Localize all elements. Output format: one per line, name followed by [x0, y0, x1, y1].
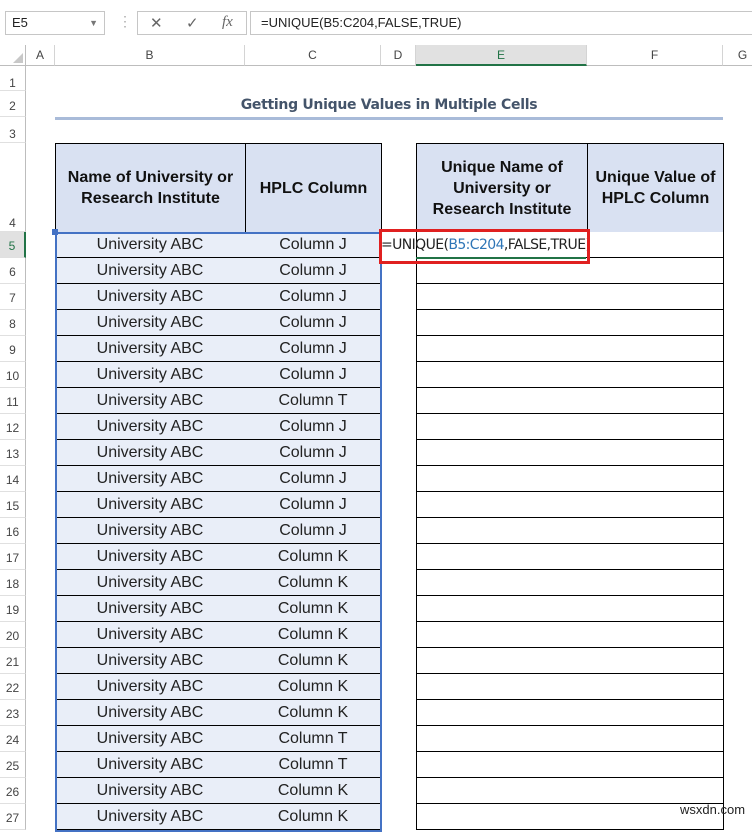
highlight-box: [379, 229, 590, 264]
cell-unique-university[interactable]: [416, 700, 588, 726]
cell-unique-university[interactable]: [416, 648, 588, 674]
row-header[interactable]: 1: [0, 66, 26, 91]
cell-hplc-column[interactable]: Column K: [245, 648, 382, 674]
chevron-down-icon[interactable]: ▼: [89, 18, 98, 28]
cell-unique-university[interactable]: [416, 804, 588, 830]
column-header-f[interactable]: F: [587, 45, 723, 66]
column-header-e[interactable]: E: [416, 45, 587, 66]
cell-unique-hplc[interactable]: [587, 310, 724, 336]
title-underline: [55, 117, 723, 120]
cell-university[interactable]: University ABC: [55, 596, 246, 622]
cell-hplc-column[interactable]: Column K: [245, 674, 382, 700]
cell-hplc-column[interactable]: Column K: [245, 622, 382, 648]
cell-unique-university[interactable]: [416, 622, 588, 648]
cell-unique-hplc[interactable]: [587, 778, 724, 804]
row-header[interactable]: 4: [0, 143, 26, 232]
cell-hplc-column[interactable]: Column K: [245, 700, 382, 726]
cell-unique-university[interactable]: [416, 596, 588, 622]
cell-university[interactable]: University ABC: [55, 362, 246, 388]
formula-bar: [0, 0, 752, 44]
formula-suffix: ,FALSE,TRUE): [503, 237, 591, 253]
cell-unique-university[interactable]: [416, 752, 588, 778]
cell-unique-university[interactable]: [416, 544, 588, 570]
row-header[interactable]: 20: [0, 622, 26, 648]
cell-unique-hplc[interactable]: [587, 726, 724, 752]
cell-hplc-column[interactable]: Column J: [245, 492, 382, 518]
cell-unique-hplc[interactable]: [587, 258, 724, 284]
cell-hplc-column[interactable]: Column K: [245, 570, 382, 596]
row-header[interactable]: 8: [0, 310, 26, 336]
cell-hplc-column[interactable]: Column K: [245, 804, 382, 830]
header-hplc-column[interactable]: HPLC Column: [245, 143, 382, 233]
cell-university[interactable]: University ABC: [55, 726, 246, 752]
cell-unique-hplc[interactable]: [587, 492, 724, 518]
cell-hplc-column[interactable]: Column J: [245, 258, 382, 284]
cell-university[interactable]: University ABC: [55, 778, 246, 804]
cell-university[interactable]: University ABC: [55, 336, 246, 362]
cell-hplc-column[interactable]: Column J: [245, 466, 382, 492]
cell-university[interactable]: University ABC: [55, 674, 246, 700]
name-box-value: E5: [12, 15, 28, 30]
cell-university[interactable]: University ABC: [55, 622, 246, 648]
cell-university[interactable]: University ABC: [55, 804, 246, 830]
cell-unique-hplc[interactable]: [587, 336, 724, 362]
cell-unique-university[interactable]: [416, 466, 588, 492]
cell-hplc-column[interactable]: Column J: [245, 362, 382, 388]
cell-unique-hplc[interactable]: [587, 284, 724, 310]
cell-university[interactable]: University ABC: [55, 700, 246, 726]
enter-icon[interactable]: ✓: [186, 15, 199, 32]
cell-unique-hplc[interactable]: [587, 232, 724, 258]
cell-hplc-column[interactable]: Column K: [245, 544, 382, 570]
cell-hplc-column[interactable]: Column K: [245, 778, 382, 804]
formula-buttons: [137, 11, 247, 35]
row-header[interactable]: 19: [0, 596, 26, 622]
cell-unique-hplc[interactable]: [587, 362, 724, 388]
cell-university[interactable]: University ABC: [55, 440, 246, 466]
cell-unique-university[interactable]: [416, 336, 588, 362]
row-header[interactable]: 24: [0, 726, 26, 752]
cell-unique-university[interactable]: [416, 570, 588, 596]
cell-unique-university[interactable]: [416, 492, 588, 518]
row-header[interactable]: 2: [0, 91, 26, 117]
column-header-a[interactable]: A: [26, 45, 55, 66]
cell-unique-hplc[interactable]: [587, 700, 724, 726]
cell-unique-hplc[interactable]: [587, 388, 724, 414]
cell-unique-hplc[interactable]: [587, 596, 724, 622]
cell-university[interactable]: University ABC: [55, 466, 246, 492]
cell-hplc-column[interactable]: Column J: [245, 232, 382, 258]
cell-university[interactable]: University ABC: [55, 310, 246, 336]
cell-university[interactable]: University ABC: [55, 388, 246, 414]
row-header[interactable]: 21: [0, 648, 26, 674]
row-header[interactable]: 10: [0, 362, 26, 388]
cell-university[interactable]: University ABC: [55, 648, 246, 674]
row-header[interactable]: 18: [0, 570, 26, 596]
cell-unique-university[interactable]: [416, 726, 588, 752]
cell-unique-hplc[interactable]: [587, 570, 724, 596]
cell-unique-hplc[interactable]: [587, 622, 724, 648]
watermark: wsxdn.com: [680, 802, 746, 817]
cell-unique-hplc[interactable]: [587, 544, 724, 570]
column-header-b[interactable]: B: [55, 45, 245, 66]
cell-hplc-column[interactable]: Column J: [245, 518, 382, 544]
row-header[interactable]: 6: [0, 258, 26, 284]
cell-hplc-column[interactable]: Column T: [245, 388, 382, 414]
cell-university[interactable]: University ABC: [55, 752, 246, 778]
row-header[interactable]: 16: [0, 518, 26, 544]
row-header[interactable]: 14: [0, 466, 26, 492]
row-header[interactable]: 7: [0, 284, 26, 310]
formula-input[interactable]: =UNIQUE(B5:C204,FALSE,TRUE): [250, 11, 752, 35]
cell-unique-hplc[interactable]: [587, 674, 724, 700]
cell-university[interactable]: University ABC: [55, 570, 246, 596]
row-header[interactable]: 12: [0, 414, 26, 440]
formula-prefix: =UNIQUE(: [381, 237, 449, 253]
row-header[interactable]: 26: [0, 778, 26, 804]
cell-university[interactable]: University ABC: [55, 544, 246, 570]
row-header[interactable]: 22: [0, 674, 26, 700]
cancel-icon[interactable]: ✕: [150, 15, 163, 32]
insert-function-icon[interactable]: fx: [222, 14, 233, 30]
cell-unique-hplc[interactable]: [587, 752, 724, 778]
cell-unique-university[interactable]: [416, 310, 588, 336]
cell-unique-hplc[interactable]: [587, 466, 724, 492]
cell-unique-university[interactable]: [416, 674, 588, 700]
cell-hplc-column[interactable]: Column J: [245, 440, 382, 466]
row-header[interactable]: 23: [0, 700, 26, 726]
cell-unique-hplc[interactable]: [587, 518, 724, 544]
cell-unique-hplc[interactable]: [587, 648, 724, 674]
drag-handle-icon[interactable]: ⋮: [118, 13, 132, 29]
cell-unique-university[interactable]: [416, 778, 588, 804]
cell-unique-university[interactable]: [416, 440, 588, 466]
row-header[interactable]: 25: [0, 752, 26, 778]
row-header[interactable]: 3: [0, 117, 26, 143]
cell-unique-hplc[interactable]: [587, 414, 724, 440]
cell-hplc-column[interactable]: Column J: [245, 414, 382, 440]
formula-range-ref: B5:C204: [448, 237, 504, 253]
column-header-c[interactable]: C: [245, 45, 381, 66]
column-header-g[interactable]: G: [723, 45, 752, 66]
cell-hplc-column[interactable]: Column J: [245, 310, 382, 336]
header-unique-hplc[interactable]: Unique Value of HPLC Column: [587, 143, 724, 233]
selection-handle[interactable]: [52, 229, 58, 235]
cell-unique-university[interactable]: [416, 284, 588, 310]
cell-unique-university[interactable]: [416, 518, 588, 544]
row-header[interactable]: 13: [0, 440, 26, 466]
select-all-button[interactable]: [0, 45, 26, 66]
cell-university[interactable]: University ABC: [55, 518, 246, 544]
cell-hplc-column[interactable]: Column T: [245, 752, 382, 778]
cell-university[interactable]: University ABC: [55, 492, 246, 518]
column-header-d[interactable]: D: [381, 45, 416, 66]
row-header[interactable]: 11: [0, 388, 26, 414]
cell-hplc-column[interactable]: Column J: [245, 336, 382, 362]
cell-university[interactable]: University ABC: [55, 232, 246, 258]
cell-unique-hplc[interactable]: [587, 440, 724, 466]
header-unique-university[interactable]: Unique Name of University or Research Institute: [416, 143, 588, 233]
cell-hplc-column[interactable]: Column K: [245, 596, 382, 622]
row-header[interactable]: 5: [0, 232, 26, 258]
row-header[interactable]: 17: [0, 544, 26, 570]
row-header[interactable]: 9: [0, 336, 26, 362]
row-header[interactable]: 27: [0, 804, 26, 830]
cell-university[interactable]: University ABC: [55, 414, 246, 440]
sheet-title: Getting Unique Values in Multiple Cells: [240, 97, 538, 113]
cell-hplc-column[interactable]: Column J: [245, 284, 382, 310]
cell-university[interactable]: University ABC: [55, 258, 246, 284]
cell-university[interactable]: University ABC: [55, 284, 246, 310]
row-header[interactable]: 15: [0, 492, 26, 518]
header-university[interactable]: Name of University or Research Institute: [55, 143, 246, 233]
cell-hplc-column[interactable]: Column T: [245, 726, 382, 752]
cell-unique-university[interactable]: [416, 362, 588, 388]
name-box[interactable]: [5, 11, 105, 35]
cell-unique-university[interactable]: [416, 414, 588, 440]
cell-unique-university[interactable]: [416, 388, 588, 414]
